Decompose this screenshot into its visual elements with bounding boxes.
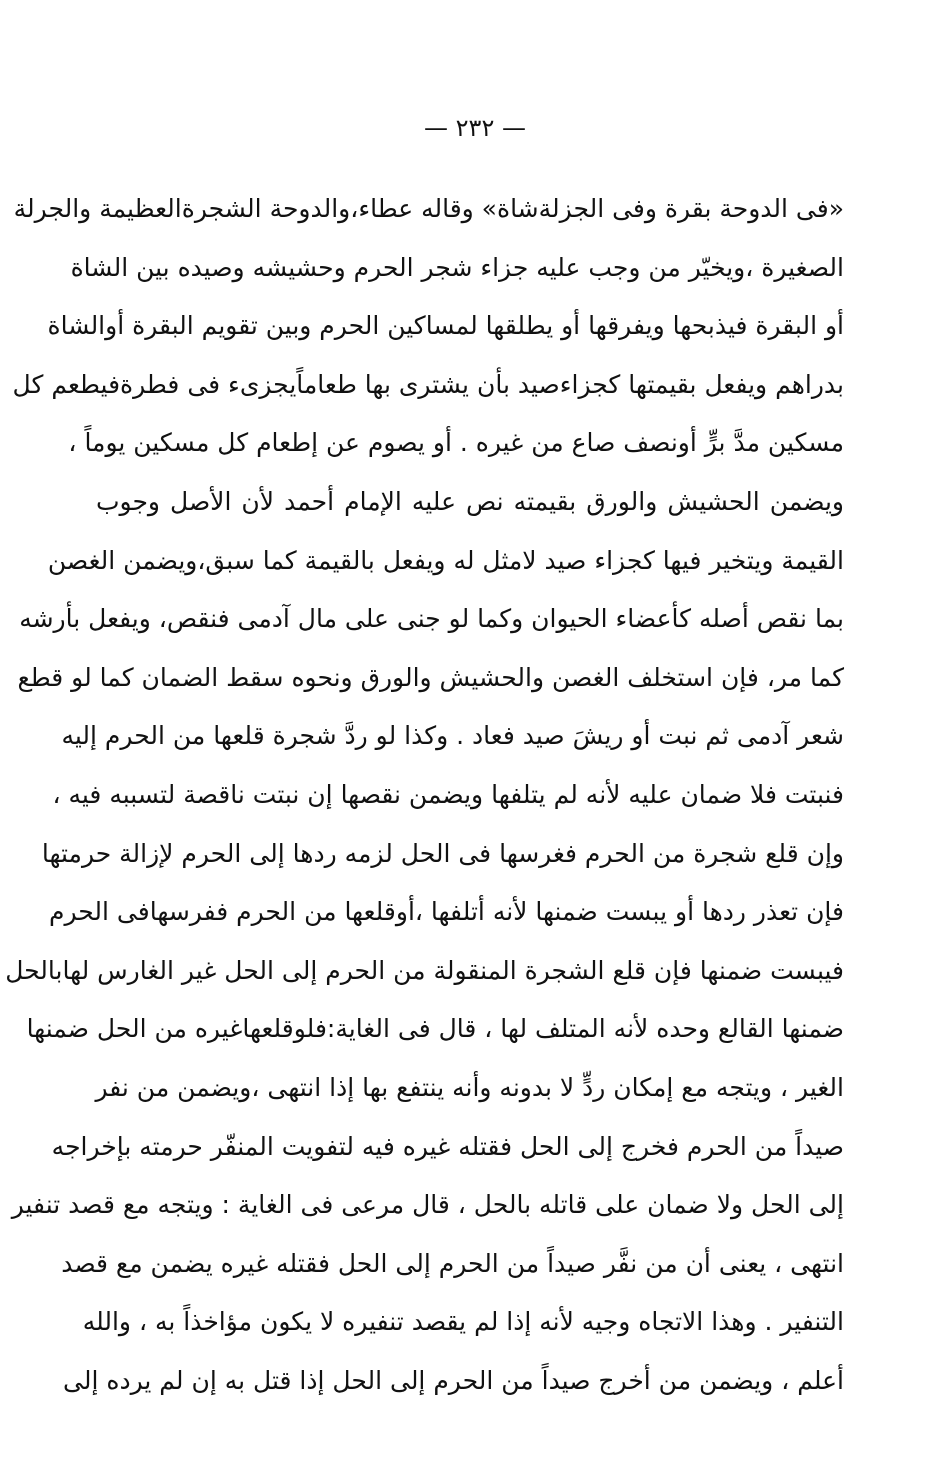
text-line: بدراهم ويفعل بقيمتها كجزاءصيد بأن يشترى بها طعاماًيجزىء فى فطرةفيطعم كل — [12, 369, 844, 399]
text-line: أعلم ، ويضمن من أخرج صيداً من الحرم إلى الحل إذا قتل به إن لم يرده إلى — [63, 1365, 844, 1395]
text-line: وإن قلع شجرة من الحرم فغرسها فى الحل لزمه ردها إلى الحرم لإزالة حرمتها — [41, 838, 844, 868]
text-line: مسكين مدَّ برٍّ أونصف صاع من غيره . أو يصوم عن إطعام كل مسكين يوماً ، — [68, 428, 844, 458]
text-line: انتهى ، يعنى أن من نفَّر صيداً من الحرم إلى الحل فقتله غيره يضمن مع قصد — [61, 1248, 844, 1278]
text-line: إلى الحل ولا ضمان على قاتله بالحل ، قال مرعى فى الغاية : ويتجه مع قصد تنفير — [11, 1190, 844, 1220]
text-line: ويضمن الحشيش والورق بقيمته نص عليه الإمام أحمد لأن الأصل وجوب — [96, 486, 844, 516]
text-line: كما مر، فإن استخلف الغصن والحشيش والورق ونحوه سقط الضمان كما لو قطع — [17, 662, 844, 692]
text-line: فإن تعذر ردها أو يبست ضمنها لأنه أتلفها ،أوقلعها من الحرم ففرسهافى الحرم — [49, 897, 844, 927]
page-number: — ٢٣٢ — — [424, 114, 526, 142]
text-line: ضمنها القالع وحده لأنه المتلف لها ، قال فى الغاية:فلوقلعهاغيره من الحل ضمنها — [26, 1014, 844, 1044]
text-line: أو البقرة فيذبحها ويفرقها أو يطلقها لمساكين الحرم وبين تقويم البقرة أوالشاة — [47, 311, 844, 341]
text-line: فيبست ضمنها فإن قلع الشجرة المنقولة من الحرم إلى الحل غير الغارس لهابالحل — [5, 955, 844, 985]
text-line: الصغيرة ،ويخيّر من وجب عليه جزاء شجر الحرم وحشيشه وصيده بين الشاة — [70, 252, 844, 282]
text-line: شعر آدمى ثم نبت أو ريشَ صيد فعاد . وكذا لو ردَّ شجرة قلعها من الحرم إليه — [61, 721, 844, 751]
body-text — [5, 180, 844, 1410]
text-line: صيداً من الحرم فخرج إلى الحل فقتله غيره فيه لتفويت المنفّر حرمته بإخراجه — [51, 1131, 844, 1161]
text-line: التنفير . وهذا الاتجاه وجيه لأنه إذا لم يقصد تنفيره لا يكون مؤاخذاً به ، والله — [82, 1307, 844, 1337]
text-line: القيمة ويتخير فيها كجزاء صيد لامثل له ويفعل بالقيمة كما سبق،ويضمن الغصن — [47, 545, 844, 575]
text-line: «فى الدوحة بقرة وفى الجزلةشاة» وقاله عطاء،والدوحة الشجرةالعظيمة والجرلة — [13, 194, 844, 223]
text-line: فنبتت فلا ضمان عليه لأنه لم يتلفها ويضمن نقصها إن نبتت ناقصة لتسببه فيه ، — [52, 779, 844, 809]
text-line: الغير ، ويتجه مع إمكان ردٍّ لا بدونه وأنه ينتفع بها إذا انتهى ،ويضمن من نفر — [95, 1072, 844, 1102]
text-line: بما نقص أصله كأعضاء الحيوان وكما لو جنى على مال آدمى فنقص، ويفعل بأرشه — [19, 604, 844, 634]
